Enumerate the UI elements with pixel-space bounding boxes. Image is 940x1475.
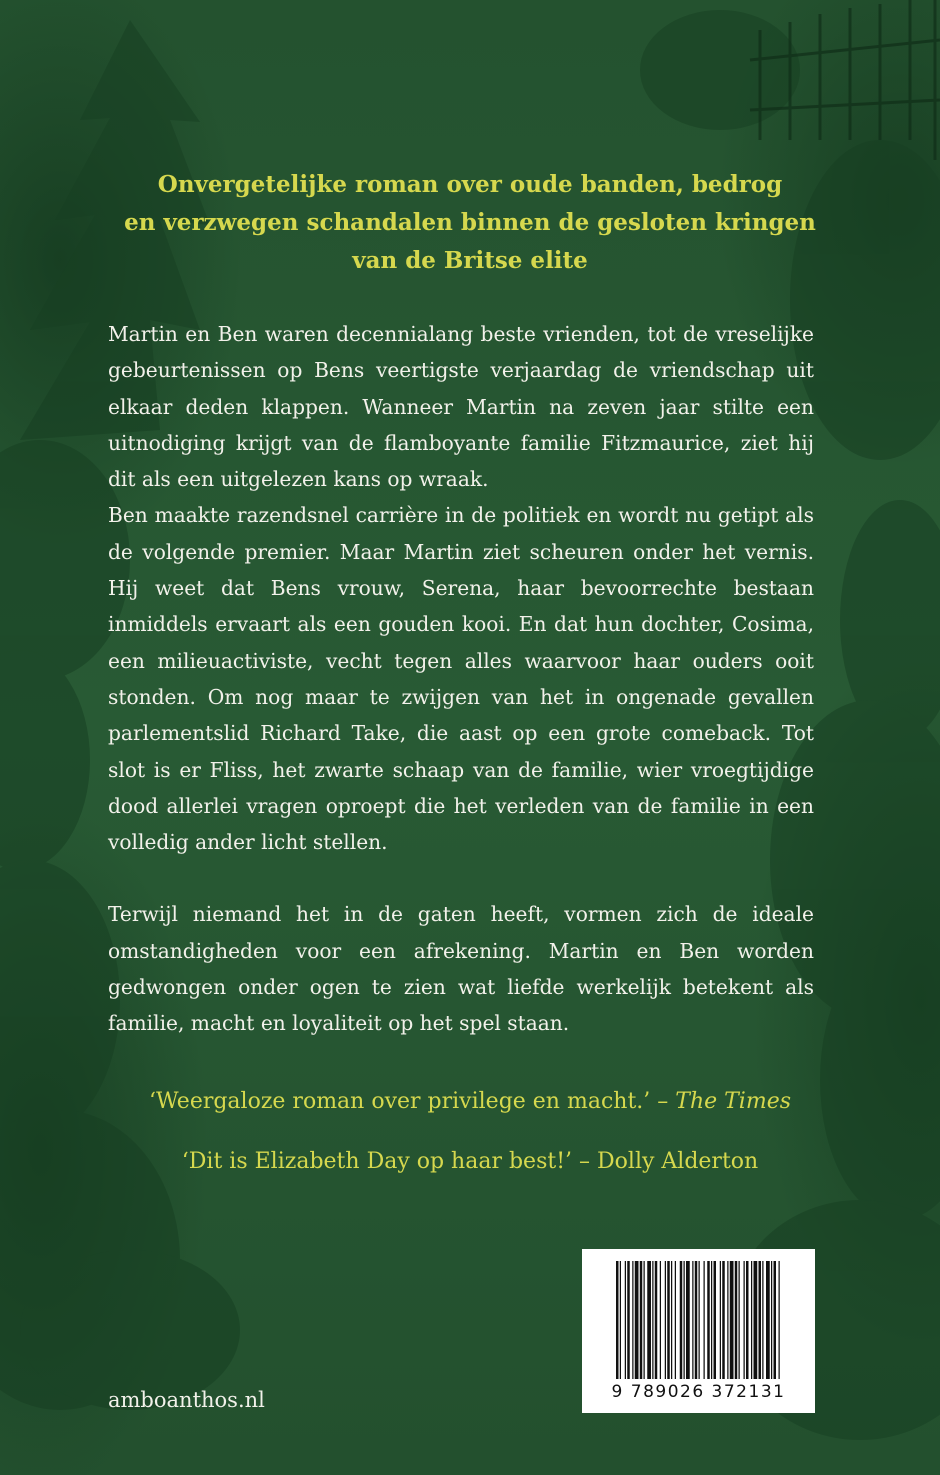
review-quote-1-text: ‘Weergaloze roman over privilege en macht.’ – xyxy=(148,1089,676,1114)
barcode-bar xyxy=(714,1261,717,1379)
review-quote-1 xyxy=(120,1085,820,1119)
barcode-bar xyxy=(739,1261,740,1379)
blurb xyxy=(108,316,814,1042)
barcode-bar xyxy=(692,1261,693,1379)
barcode-bar xyxy=(652,1261,653,1379)
barcode-bar xyxy=(660,1261,661,1379)
barcode-bar xyxy=(684,1261,685,1379)
barcode-bar xyxy=(699,1261,700,1379)
blurb-paragraph-2: Ben maakte razendsnel carrière in de politiek en wordt nu getipt als de volgende premier. Maar Martin ziet scheuren onder het vernis. Hij weet dat Bens vrouw, Serena, haar bevoorrechte bestaan inmiddels ervaart als een gouden kooi. En dat hun dochter, Cosima, een milieuactiviste, vecht tegen alles waarvoor haar ouders ooit stonden. Om nog maar te zwijgen van het in ongenade gevallen parlementslid Richard Take, die aast op een grote comeback. Tot slot is er Fliss, het zwarte schaap van de familie, wier vroegtijdige dood allerlei vragen oproept die het verleden van de familie in een volledig ander licht stellen. xyxy=(108,503,814,855)
barcode-bar xyxy=(762,1261,763,1379)
barcode-bar xyxy=(655,1261,658,1379)
review-quote-1-source: The Times xyxy=(675,1089,792,1114)
barcode-bar xyxy=(616,1261,619,1379)
barcode-bar xyxy=(665,1261,666,1379)
blurb-paragraph-3: Terwijl niemand het in de gaten heeft, vormen zich de ideale omstandigheden voor een afrekening. Martin en Ben worden gedwongen onder ogen te zien wat liefde werkelijk betekent als familie, macht en loyaliteit op het spel staan. xyxy=(108,902,814,1036)
barcode-bar xyxy=(766,1261,770,1379)
barcode-bar xyxy=(625,1261,626,1379)
tagline-line-1: Onvergetelijke roman over oude banden, bedrog xyxy=(157,171,783,198)
barcode-bar xyxy=(730,1261,734,1379)
barcode-bar xyxy=(635,1261,639,1379)
barcode-bar xyxy=(722,1261,725,1379)
barcode-bar xyxy=(744,1261,745,1379)
barcode-bar xyxy=(720,1261,721,1379)
barcode-bar xyxy=(686,1261,690,1379)
barcode-bar xyxy=(751,1261,752,1379)
barcode-bar xyxy=(632,1261,633,1379)
barcode-bar xyxy=(735,1261,738,1379)
barcode-bar xyxy=(644,1261,645,1379)
barcode-bar xyxy=(675,1261,676,1379)
blurb-paragraph-1: Martin en Ben waren decennialang beste vrienden, tot de vreselijke gebeurtenissen op Bens veertigste verjaardag de vriendschap uit elkaar deden klappen. Wanneer Martin na zeven jaar stilte een uitnodiging krijgt van de flamboyante familie Fitzmaurice, ziet hij dit als een uitgelezen kans op wraak. xyxy=(108,322,814,492)
publisher-website: amboanthos.nl xyxy=(108,1388,265,1412)
barcode-bar xyxy=(627,1261,630,1379)
barcode-bar xyxy=(707,1261,710,1379)
barcode-bar xyxy=(711,1261,712,1379)
barcode-bar xyxy=(667,1261,670,1379)
barcode-bar xyxy=(680,1261,683,1379)
tagline-line-2: en verzwegen schandalen binnen de gesloten kringen xyxy=(124,209,816,236)
barcode-bar xyxy=(647,1261,651,1379)
barcode-bar xyxy=(759,1261,762,1379)
tagline-line-3: van de Britse elite xyxy=(352,247,588,274)
barcode-bars xyxy=(616,1261,781,1379)
barcode-bar xyxy=(695,1261,698,1379)
barcode-bar xyxy=(774,1261,777,1379)
isbn-barcode xyxy=(582,1249,815,1413)
barcode-bar xyxy=(779,1261,780,1379)
tagline xyxy=(120,166,820,280)
barcode-bar xyxy=(620,1261,621,1379)
isbn-number: 9 789026 372131 xyxy=(611,1382,786,1402)
barcode-bar xyxy=(771,1261,772,1379)
barcode-bar xyxy=(727,1261,728,1379)
barcode-bar xyxy=(746,1261,749,1379)
barcode-bar xyxy=(704,1261,705,1379)
barcode-bar xyxy=(754,1261,758,1379)
review-quotes xyxy=(120,1085,820,1205)
barcode-bar xyxy=(640,1261,643,1379)
review-quote-2: ‘Dit is Elizabeth Day op haar best!’ – Dolly Alderton xyxy=(181,1149,759,1174)
barcode-bar xyxy=(671,1261,672,1379)
